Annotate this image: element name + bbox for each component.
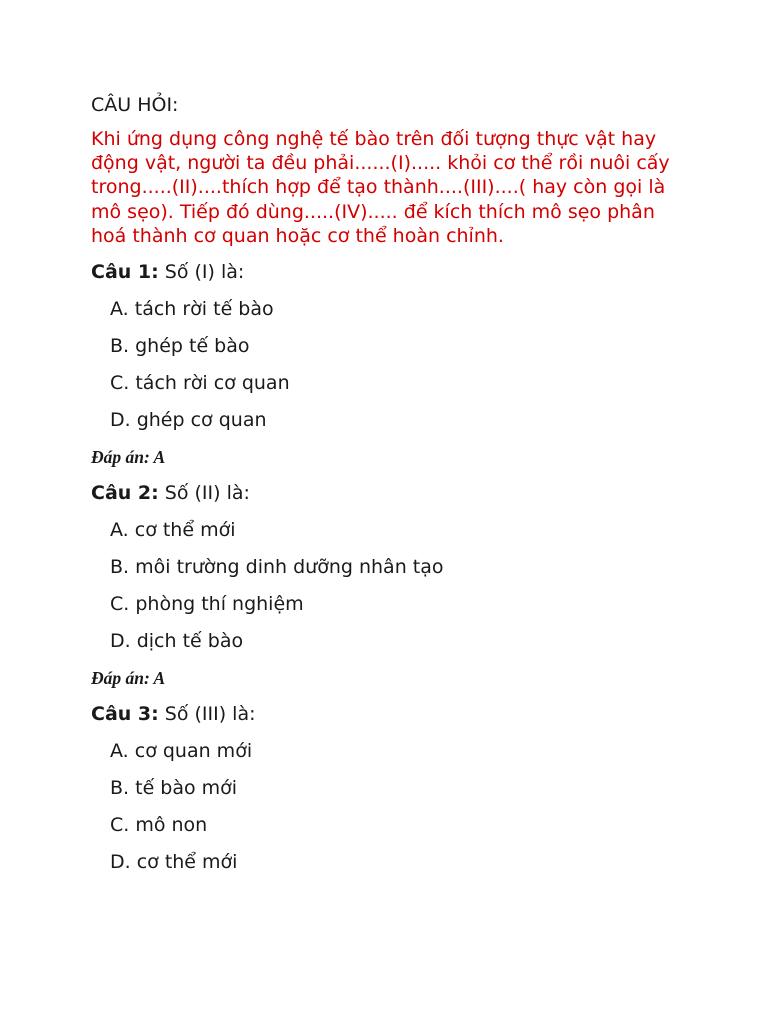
option-b: B. môi trường dinh dưỡng nhân tạo (110, 556, 444, 579)
question-3 (91, 702, 691, 726)
question-prompt: Số (II) là: (158, 482, 250, 505)
question-prompt: Số (I) là: (158, 261, 245, 284)
option-b: B. ghép tế bào (110, 335, 250, 358)
option-d: D. dịch tế bào (110, 630, 244, 653)
option-a: A. cơ quan mới (110, 740, 253, 763)
question-block-3 (91, 702, 691, 874)
answer-label: Đáp án: A (91, 668, 166, 689)
question-prompt: Số (III) là: (158, 703, 256, 726)
passage-text: Khi ứng dụng công nghệ tế bào trên đối tượng thực vật hay động vật, người ta đều phải......(I)..... khỏi cơ thể rồi nuôi cấy trong.....(II)....thích hợp để tạo thành....(III)....( hay còn gọi là mô sẹo). Tiếp đó dùng.....(IV)..... để kích thích mô sẹo phân hoá thành cơ quan hoặc cơ thể hoàn chỉnh. (91, 128, 670, 247)
option-c: C. tách rời cơ quan (110, 372, 290, 395)
option-d: D. ghép cơ quan (110, 409, 267, 432)
section-heading: CÂU HỎI: (91, 94, 179, 116)
option-a: A. cơ thể mới (110, 519, 236, 542)
question-number: Câu 1: (91, 261, 159, 284)
question-block-1 (91, 260, 691, 468)
question-2 (91, 481, 691, 505)
option-c: C. phòng thí nghiệm (110, 593, 304, 616)
question-block-2 (91, 481, 691, 689)
option-b: B. tế bào mới (110, 777, 238, 800)
option-a: A. tách rời tế bào (110, 298, 274, 321)
option-list (91, 518, 691, 653)
option-list (91, 297, 691, 432)
option-c: C. mô non (110, 814, 208, 837)
option-d: D. cơ thể mới (110, 851, 238, 874)
question-1 (91, 260, 691, 284)
answer-label: Đáp án: A (91, 447, 166, 468)
option-list (91, 739, 691, 874)
document-page (91, 93, 691, 874)
question-number: Câu 2: (91, 482, 159, 505)
question-number: Câu 3: (91, 703, 159, 726)
